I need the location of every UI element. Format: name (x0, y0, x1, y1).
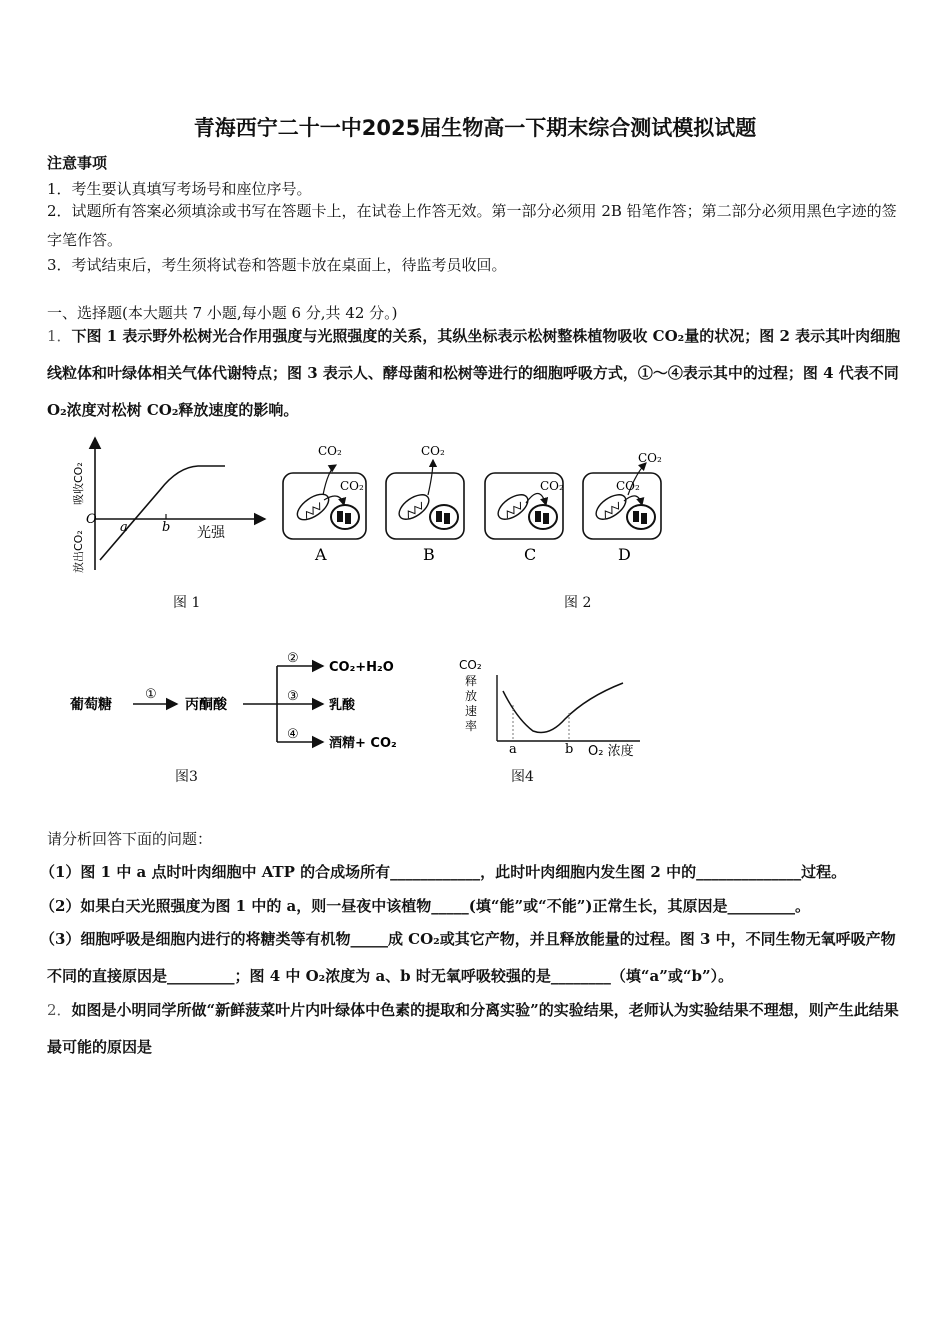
notice-item: 2．试题所有答案必须填涂或书写在答题卡上，在试卷上作答无效。第一部分必须用 2B 铅笔作答；第二部分必须用黑色字迹的签字笔作答。 (47, 202, 897, 249)
sub-question-1: （1）图 1 中 a 点时叶肉细胞中 ATP 的合成场所有____________，此时叶肉细胞内发生图 2 中的______________过程。 (40, 863, 847, 881)
co2-label: CO₂ (340, 479, 364, 493)
panel-label-c: C (524, 545, 537, 564)
co2-label: CO₂ (616, 479, 640, 493)
point-b-label: b (565, 742, 574, 757)
figure-3-caption: 图3 (175, 769, 198, 785)
panel-label-d: D (618, 545, 631, 564)
figure-4-graph (455, 655, 655, 763)
notice-heading: 注意事项 (47, 154, 108, 172)
y-axis-label-bottom: 放出CO₂ (72, 530, 85, 573)
figure-2-caption: 图 2 (564, 595, 592, 611)
y-axis-label-top: 吸收CO₂ (72, 462, 85, 505)
figure-4-caption: 图4 (511, 769, 534, 785)
product-3-label: 乳酸 (329, 698, 356, 713)
co2-label: CO₂ (540, 479, 564, 493)
sub-question-3: （3）细胞呼吸是细胞内进行的将糖类等有机物_____成 CO₂或其它产物，并且释放能量的过程。图 3 中，不同生物无氧呼吸产物不同的直接原因是_________；图 4 中 O₂浓度为 a、b 时无氧呼吸较强的是________（填“a”或“b”）。 (40, 930, 896, 985)
figure-3-pathway (65, 650, 425, 760)
question-text: 如图是小明同学所做“新鲜菠菜叶片内叶绿体中色素的提取和分离实验”的实验结果，老师认为实验结果不理想，则产生此结果最可能的原因是 (47, 1001, 899, 1056)
co2-label: CO₂ (318, 444, 342, 458)
figure-2-diagram (278, 435, 670, 570)
step-4-label: ④ (287, 727, 299, 742)
x-axis-label: 光强 (197, 525, 225, 541)
y-axis-label: 速 (465, 704, 478, 718)
product-2-label: CO₂+H₂O (329, 660, 394, 675)
section-heading: 一、选择题(本大题共 7 小题,每小题 6 分,共 42 分。) (47, 304, 398, 322)
point-b-label: b (162, 520, 171, 535)
pyruvate-label: 丙酮酸 (185, 697, 227, 713)
figure-1-caption: 图 1 (173, 595, 201, 611)
co2-release-curve (503, 683, 623, 733)
glucose-label: 葡萄糖 (70, 697, 112, 713)
figure-1-graph (60, 430, 275, 578)
co2-label: CO₂ (421, 444, 445, 458)
y-axis-label: 放 (465, 689, 478, 703)
notice-item: 1．考生要认真填写考场号和座位序号。 (47, 180, 312, 198)
curve (100, 466, 225, 560)
question-1-stem (47, 318, 905, 429)
sub-question-2: （2）如果白天光照强度为图 1 中的 a，则一昼夜中该植物_____(填“能”或“不能”)正常生长，其原因是_________。 (40, 897, 810, 915)
point-a-label: a (120, 520, 128, 535)
y-axis-label: 率 (465, 719, 478, 733)
question-text: 下图 1 表示野外松树光合作用强度与光照强度的关系，其纵坐标表示松树整株植物吸收 CO₂量的状况；图 2 表示其叶肉细胞线粒体和叶绿体相关气体代谢特点；图 3 表示人、酵母菌和松树等进行的细胞呼吸方式，①～④表示其中的过程；图 4 代表不同 O₂浓度对松树 CO₂释放速度的影响。 (47, 327, 901, 419)
co2-label: CO₂ (638, 451, 662, 465)
panel-label-b: B (423, 545, 435, 564)
step-2-label: ② (287, 651, 299, 666)
origin-label: O (86, 512, 97, 527)
product-4-label: 酒精+ CO₂ (329, 736, 397, 751)
y-axis-label: CO₂ (459, 658, 482, 672)
y-axis-label: 释 (465, 674, 478, 688)
page-title: 青海西宁二十一中2025届生物高一下期末综合测试模拟试题 (193, 116, 757, 140)
x-axis-label: O₂ 浓度 (588, 744, 634, 759)
question-2-stem (47, 992, 905, 1066)
panel-label-a: A (315, 545, 327, 564)
question-number: 2． (47, 1001, 72, 1019)
point-a-label: a (509, 742, 517, 757)
step-3-label: ③ (287, 689, 299, 704)
analysis-prompt: 请分析回答下面的问题： (47, 830, 213, 848)
step-1-label: ① (145, 687, 157, 702)
notice-item: 3．考试结束后，考生须将试卷和答题卡放在桌面上，待监考员收回。 (47, 256, 507, 274)
question-number: 1． (47, 327, 72, 345)
